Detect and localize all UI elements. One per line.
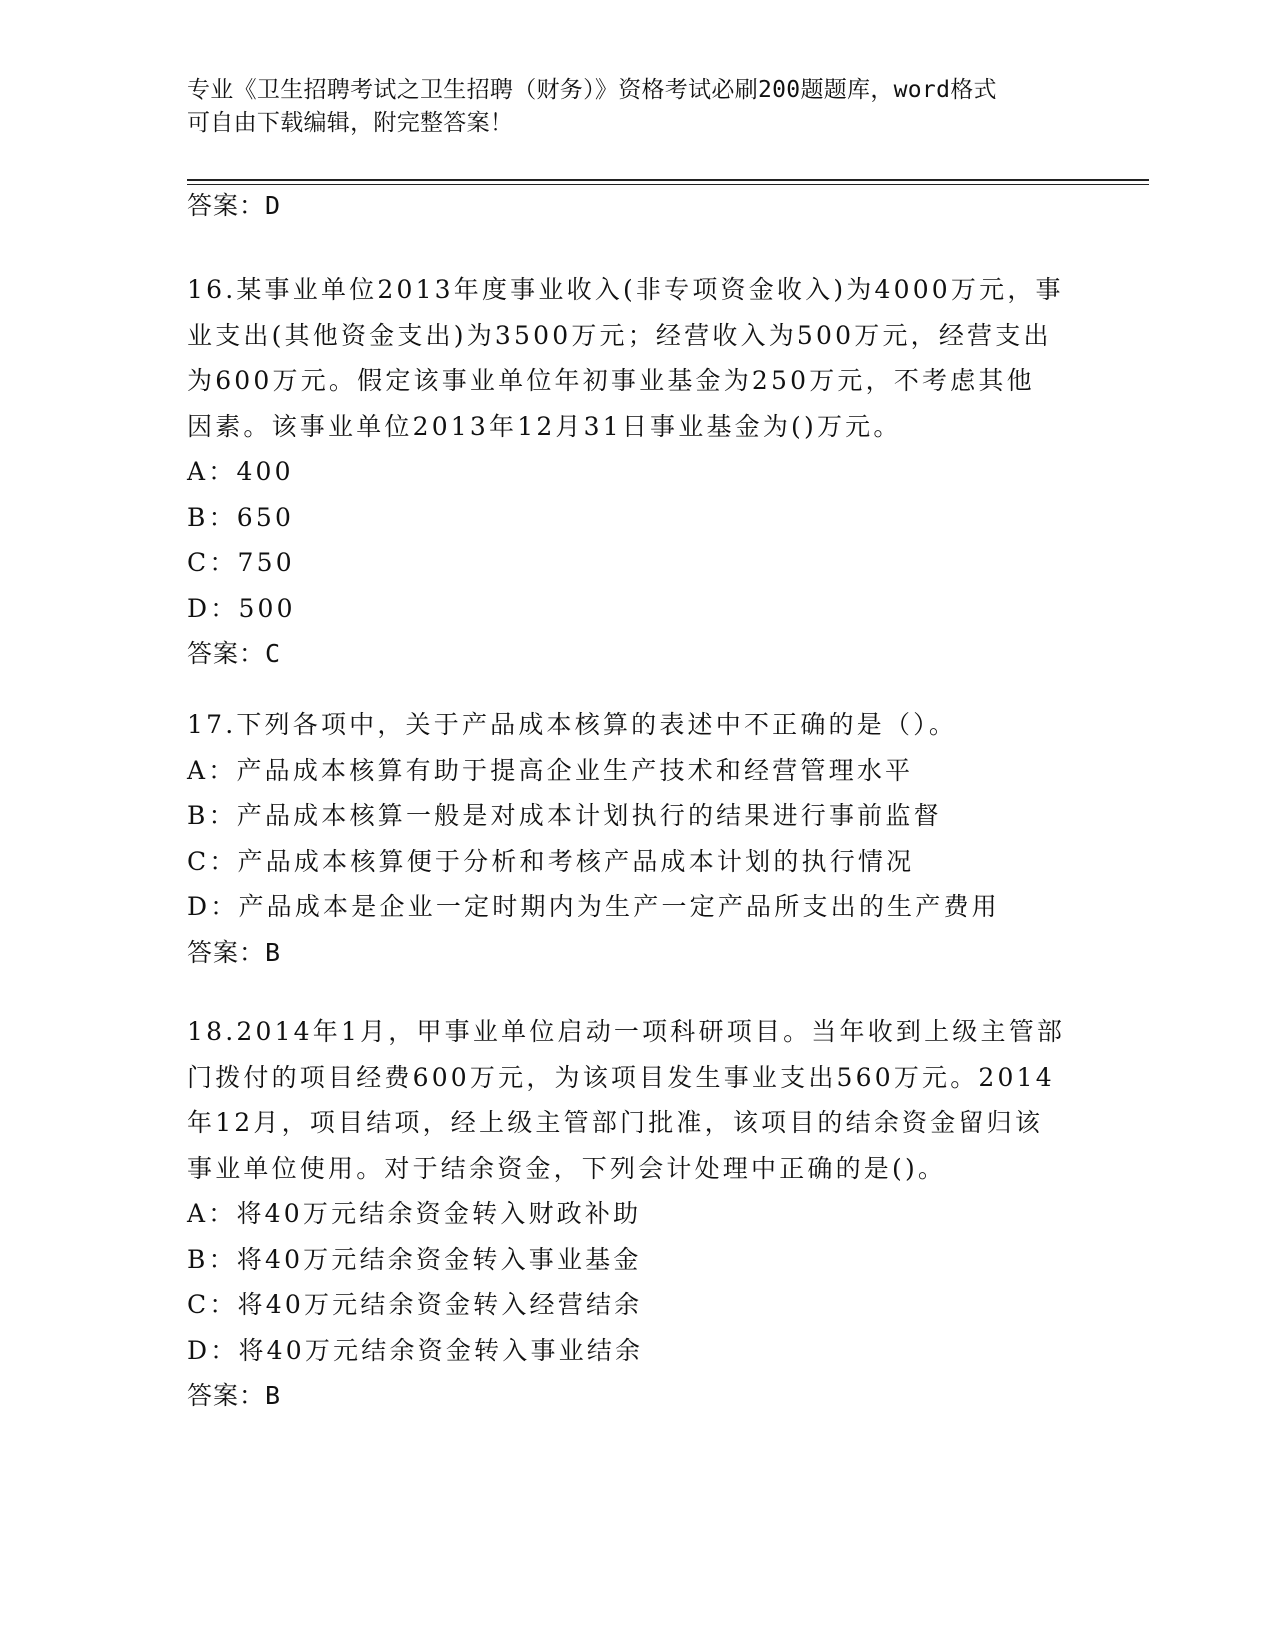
answer-value: C (265, 639, 282, 668)
option-d: D：500 (187, 593, 296, 623)
option-d: D：将40万元结余资金转入事业结余 (187, 1335, 644, 1365)
header-line-2: 可自由下载编辑，附完整答案！ (187, 110, 514, 136)
answer-line (187, 631, 1087, 677)
question-stem-line: 年12月，项目结项，经上级主管部门批准，该项目的结余资金留归该 (187, 1108, 1044, 1137)
option-a: A：产品成本核算有助于提高企业生产技术和经营管理水平 (187, 755, 914, 785)
question-stem-line: 门拨付的项目经费600万元，为该项目发生事业支出560万元。2014 (187, 1062, 1055, 1092)
header-divider-thin (187, 184, 1149, 185)
answer-label: 答案： (187, 191, 266, 220)
answer-line (187, 1373, 1087, 1419)
option-c: C：将40万元结余资金转入经营结余 (187, 1290, 643, 1319)
option-c: C：产品成本核算便于分析和考核产品成本计划的执行情况 (187, 846, 915, 876)
answer-value: B (265, 937, 282, 967)
option-b: B：产品成本核算一般是对成本计划执行的结果进行事前监督 (187, 801, 942, 830)
question-stem-line: 18.2014年1月，甲事业单位启动一项科研项目。当年收到上级主管部 (187, 1017, 1066, 1046)
answer-value: B (265, 1381, 282, 1410)
question-18 (187, 1009, 1087, 1419)
option-a: A：将40万元结余资金转入财政补助 (187, 1199, 642, 1228)
question-stem-line: 16.某事业单位2013年度事业收入(非专项资金收入)为4000万元，事 (187, 275, 1064, 304)
header-line-1: 专业《卫生招聘考试之卫生招聘（财务）》资格考试必刷200题题库，word格式 (187, 77, 997, 103)
answer-line-prev (187, 190, 281, 222)
answer-label: 答案： (187, 937, 266, 967)
question-16 (187, 267, 1087, 677)
answer-label: 答案： (187, 1381, 266, 1410)
option-b: B：将40万元结余资金转入事业基金 (187, 1244, 642, 1274)
document-header (187, 74, 1067, 140)
question-17 (187, 702, 1087, 975)
question-stem-line: 17.下列各项中，关于产品成本核算的表述中不正确的是（）。 (187, 710, 958, 739)
question-stem-line: 为600万元。假定该事业单位年初事业基金为250万元，不考虑其他 (187, 366, 1035, 395)
answer-line (187, 930, 1087, 976)
header-divider-thick (187, 179, 1149, 181)
answer-label: 答案： (187, 639, 266, 668)
option-a: A：400 (187, 457, 294, 486)
option-c: C：750 (187, 548, 295, 577)
question-stem-line: 事业单位使用。对于结余资金，下列会计处理中正确的是()。 (187, 1153, 947, 1183)
question-stem-line: 业支出(其他资金支出)为3500万元；经营收入为500万元，经营支出 (187, 320, 1052, 350)
option-d: D：产品成本是企业一定时期内为生产一定产品所支出的生产费用 (187, 892, 1000, 921)
option-b: B：650 (187, 502, 295, 532)
answer-value: D (265, 191, 282, 220)
question-stem-line: 因素。该事业单位2013年12月31日事业基金为()万元。 (187, 411, 902, 441)
